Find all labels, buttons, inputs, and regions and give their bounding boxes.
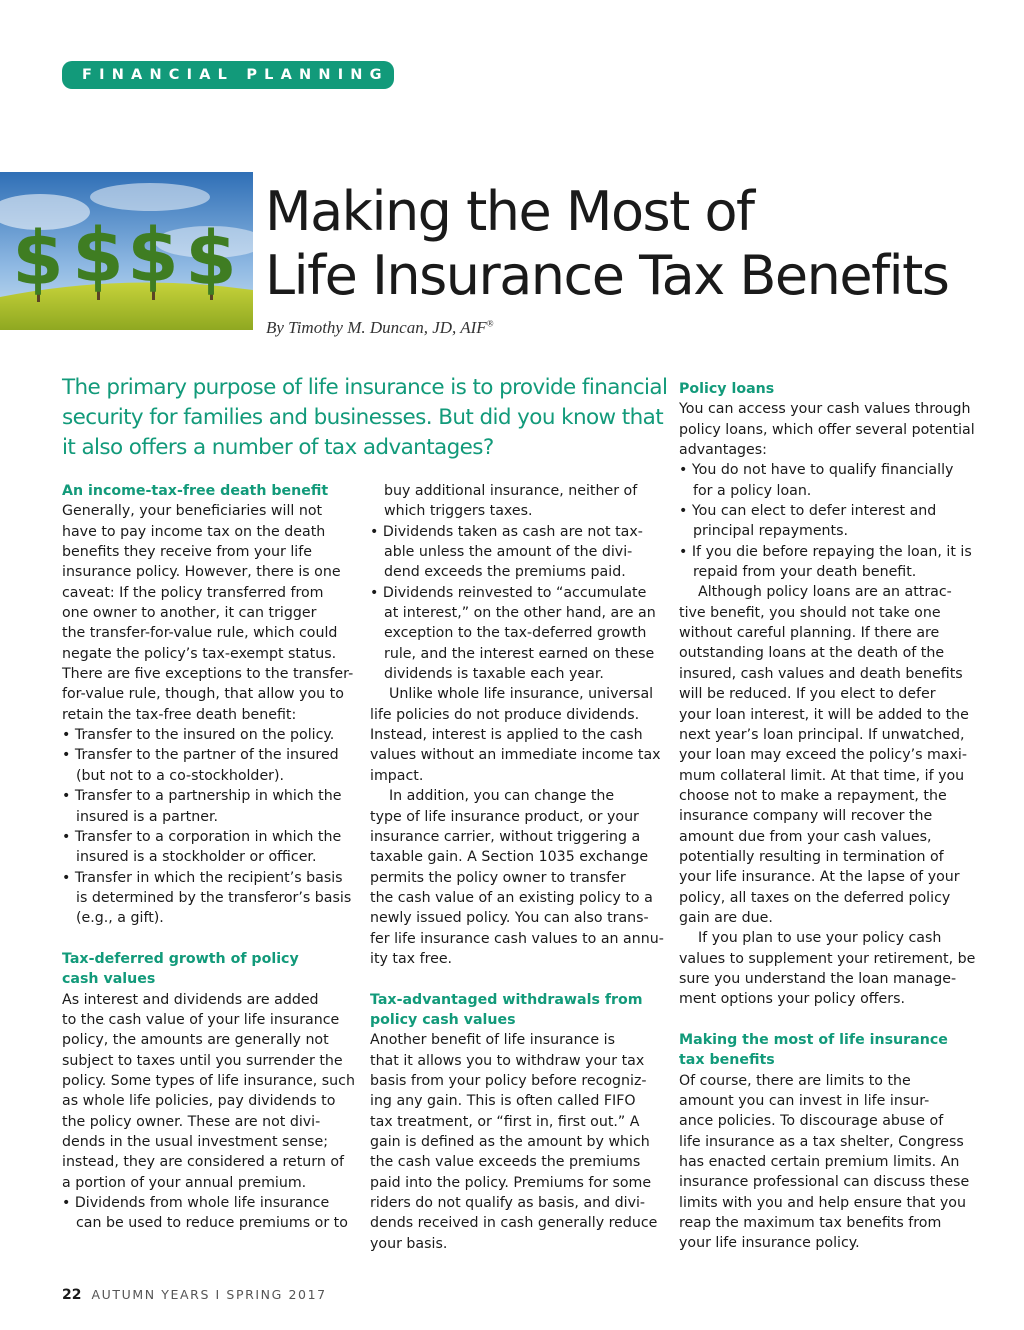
body-text-line: for a policy loan. xyxy=(693,482,812,499)
paragraph-gap xyxy=(679,1010,974,1030)
section-heading: Tax-deferred growth of policy xyxy=(62,950,299,967)
body-text-line: Although policy loans are an attrac- xyxy=(698,584,952,601)
body-text-line: ity tax free. xyxy=(370,950,453,967)
body-text-line: ance policies. To discourage abuse of xyxy=(679,1113,944,1130)
body-text-line: insured is a stockholder or officer. xyxy=(76,849,317,866)
svg-text:$: $ xyxy=(12,216,64,302)
body-text-line: your loan may exceed the policy’s maxi- xyxy=(679,747,967,764)
body-text-line: ing any gain. This is often called FIFO xyxy=(370,1093,636,1110)
body-text-line: repaid from your death benefit. xyxy=(693,564,917,581)
body-text-line: • If you die before repaying the loan, it is xyxy=(679,543,972,560)
body-text-line: insured, cash values and death benefits xyxy=(679,665,963,682)
section-banner: FINANCIAL PLANNING xyxy=(62,61,394,89)
body-text-line: reap the maximum tax benefits from xyxy=(679,1215,942,1232)
body-text-line: policy, all taxes on the deferred policy xyxy=(679,889,951,906)
body-text-line: potentially resulting in termination of xyxy=(679,848,944,865)
body-text-line: able unless the amount of the divi- xyxy=(384,544,633,561)
body-text-line: taxable gain. A Section 1035 exchange xyxy=(370,849,649,866)
body-text-line: • Dividends from whole life insurance xyxy=(62,1195,330,1212)
body-text-line: advantages: xyxy=(679,442,767,459)
body-text-line: dends received in cash generally reduce xyxy=(370,1215,658,1232)
body-text-line: the cash value of an existing policy to a xyxy=(370,889,653,906)
section-heading: An income-tax-free death benefit xyxy=(62,483,329,499)
body-text-line: • Transfer in which the recipient’s basis xyxy=(62,869,343,886)
body-text-line: • Transfer to a corporation in which the xyxy=(62,828,342,845)
body-text-line: will be reduced. If you elect to defer xyxy=(679,686,936,703)
body-text-line: benefits they receive from your life xyxy=(62,544,312,561)
body-text-line: type of life insurance product, or your xyxy=(370,808,639,825)
body-text-line: riders do not qualify as basis, and divi- xyxy=(370,1195,646,1212)
body-text-line: • Dividends reinvested to “accumulate xyxy=(370,584,647,601)
body-text-line: There are five exceptions to the transfer- xyxy=(62,666,354,683)
body-text-line: that it allows you to withdraw your tax xyxy=(370,1052,645,1069)
body-text-line: policy, the amounts are generally not xyxy=(62,1032,329,1049)
page-footer xyxy=(62,1287,327,1303)
article-title xyxy=(265,180,948,308)
body-text-line: next year’s loan principal. If unwatched, xyxy=(679,726,965,743)
body-text-line: Unlike whole life insurance, universal xyxy=(389,686,654,703)
body-text-line: You can access your cash values through xyxy=(679,401,971,418)
body-text-line: caveat: If the policy transferred from xyxy=(62,584,324,601)
body-column-3 xyxy=(679,379,974,1254)
body-text-line: dends in the usual investment sense; xyxy=(62,1134,329,1150)
body-text-line: (but not to a co-stockholder). xyxy=(76,767,285,784)
body-text-line: your basis. xyxy=(370,1235,448,1252)
svg-text:$: $ xyxy=(185,216,237,302)
body-text-line: insurance policy. However, there is one xyxy=(62,564,341,581)
body-text-line: newly issued policy. You can also trans- xyxy=(370,910,649,927)
body-text-line: insurance professional can discuss these xyxy=(679,1174,970,1191)
body-text-line: tive benefit, you should not take one xyxy=(679,604,941,621)
body-text-line: your life insurance. At the lapse of your xyxy=(679,869,960,886)
body-text-line: • Transfer to a partnership in which the xyxy=(62,788,342,805)
body-text-line: basis from your policy before recogniz- xyxy=(370,1072,647,1089)
body-text-line: amount due from your cash values, xyxy=(679,828,932,845)
body-text-line: at interest,” on the other hand, are an xyxy=(384,605,656,622)
section-heading: policy cash values xyxy=(370,1011,516,1028)
body-text-line: • Dividends taken as cash are not tax- xyxy=(370,523,643,540)
body-text-line: amount you can invest in life insur- xyxy=(679,1093,930,1110)
body-text-line: If you plan to use your policy cash xyxy=(698,930,942,947)
body-text-line: exception to the tax-deferred growth xyxy=(384,625,647,642)
body-text-line: dividends is taxable each year. xyxy=(384,666,604,683)
body-text-line: life insurance as a tax shelter, Congress xyxy=(679,1133,964,1150)
body-text-line: insurance carrier, without triggering a xyxy=(370,828,641,845)
body-text-line: the cash value exceeds the premiums xyxy=(370,1154,641,1171)
body-text-line: can be used to reduce premiums or to xyxy=(76,1215,348,1232)
body-text-line: insured is a partner. xyxy=(76,808,218,825)
body-text-line: choose not to make a repayment, the xyxy=(679,787,947,804)
body-text-line: (e.g., a gift). xyxy=(76,910,164,927)
registered-mark: ® xyxy=(486,318,494,329)
section-heading: tax benefits xyxy=(679,1052,775,1069)
article-title-line: Life Insurance Tax Benefits xyxy=(265,244,949,307)
body-text-line: rule, and the interest earned on these xyxy=(384,645,655,662)
body-text-line: fer life insurance cash values to an annu- xyxy=(370,930,664,947)
body-column-2 xyxy=(370,481,665,1254)
body-text-line: policy. Some types of life insurance, such xyxy=(62,1072,355,1089)
body-text-line: without careful planning. If there are xyxy=(679,625,940,642)
body-text-line: have to pay income tax on the death xyxy=(62,523,326,540)
body-text-line: is determined by the transferor’s basis xyxy=(76,889,352,906)
body-text-line: negate the policy’s tax-exempt status. xyxy=(62,645,337,662)
body-text-line: principal repayments. xyxy=(693,523,849,540)
body-text-line: your life insurance policy. xyxy=(679,1235,860,1252)
body-text-line: buy additional insurance, neither of xyxy=(384,483,638,499)
body-text-line: gain are due. xyxy=(679,909,773,926)
article-title-line: Making the Most of xyxy=(265,180,754,243)
body-text-line: sure you understand the loan manage- xyxy=(679,970,957,987)
body-text-line: a portion of your annual premium. xyxy=(62,1174,307,1191)
lede-line: The primary purpose of life insurance is to provide financial xyxy=(62,375,668,400)
body-text-line: gain is defined as the amount by which xyxy=(370,1134,650,1150)
body-text-line: one owner to another, it can trigger xyxy=(62,605,317,622)
body-text-line: insurance company will recover the xyxy=(679,808,933,825)
body-text-line: retain the tax-free death benefit: xyxy=(62,706,297,723)
publication-info: AUTUMN YEARS I SPRING 2017 xyxy=(91,1287,327,1302)
lede-line: security for families and businesses. But did you know that xyxy=(62,405,664,430)
body-text-line: In addition, you can change the xyxy=(389,788,615,805)
body-text-line: paid into the policy. Premiums for some xyxy=(370,1174,652,1191)
body-text-line: Generally, your beneficiaries will not xyxy=(62,503,323,520)
body-text-line: the policy owner. These are not divi- xyxy=(62,1113,321,1130)
body-text-line: Another benefit of life insurance is xyxy=(370,1032,615,1049)
body-text-line: values to supplement your retirement, be xyxy=(679,950,976,967)
section-heading: Tax-advantaged withdrawals from xyxy=(370,991,643,1008)
body-text-line: • Transfer to the insured on the policy. xyxy=(62,727,335,744)
body-text-line: limits with you and help ensure that you xyxy=(679,1194,966,1211)
body-text-line: your loan interest, it will be added to the xyxy=(679,706,969,723)
body-text-line: impact. xyxy=(370,767,424,784)
body-text-line: • Transfer to the partner of the insured xyxy=(62,747,339,764)
body-text-line: life policies do not produce dividends. xyxy=(370,706,640,723)
body-text-line: which triggers taxes. xyxy=(384,503,533,520)
body-text-line: tax treatment, or “first in, first out.” A xyxy=(370,1113,640,1130)
byline xyxy=(266,318,494,338)
section-heading: cash values xyxy=(62,971,156,988)
body-text-line: to the cash value of your life insurance xyxy=(62,1011,340,1028)
lede-paragraph xyxy=(62,373,668,463)
body-text-line: Of course, there are limits to the xyxy=(679,1072,911,1089)
body-text-line: subject to taxes until you surrender the xyxy=(62,1052,343,1069)
body-text-line: has enacted certain premium limits. An xyxy=(679,1154,960,1171)
paragraph-gap xyxy=(370,969,665,989)
body-text-line: for-value rule, though, that allow you to xyxy=(62,686,344,703)
body-text-line: As interest and dividends are added xyxy=(62,991,319,1008)
dollar-sign-trees-image xyxy=(0,172,253,330)
byline-text: By Timothy M. Duncan, JD, AIF xyxy=(266,318,487,337)
body-text-line: mum collateral limit. At that time, if you xyxy=(679,767,965,784)
lede-line: it also offers a number of tax advantages? xyxy=(62,435,494,460)
section-heading: Making the most of life insurance xyxy=(679,1032,948,1048)
body-text-line: • You can elect to defer interest and xyxy=(679,503,937,520)
body-text-line: permits the policy owner to transfer xyxy=(370,869,626,886)
svg-text:$: $ xyxy=(127,213,179,299)
body-text-line: Instead, interest is applied to the cash xyxy=(370,727,643,744)
body-text-line: values without an immediate income tax xyxy=(370,747,661,764)
svg-text:$: $ xyxy=(72,213,124,299)
page-number: 22 xyxy=(62,1287,82,1303)
body-text-line: instead, they are considered a return of xyxy=(62,1154,345,1171)
body-text-line: the transfer-for-value rule, which could xyxy=(62,625,338,642)
body-text-line: policy loans, which offer several potential xyxy=(679,421,975,438)
body-text-line: ment options your policy offers. xyxy=(679,991,905,1008)
section-heading: Policy loans xyxy=(679,381,775,397)
body-text-line: outstanding loans at the death of the xyxy=(679,645,945,662)
body-text-line: • You do not have to qualify financially xyxy=(679,462,954,479)
body-column-1 xyxy=(62,481,357,1234)
paragraph-gap xyxy=(62,929,357,949)
body-text-line: dend exceeds the premiums paid. xyxy=(384,564,626,581)
body-text-line: as whole life policies, pay dividends to xyxy=(62,1093,336,1110)
